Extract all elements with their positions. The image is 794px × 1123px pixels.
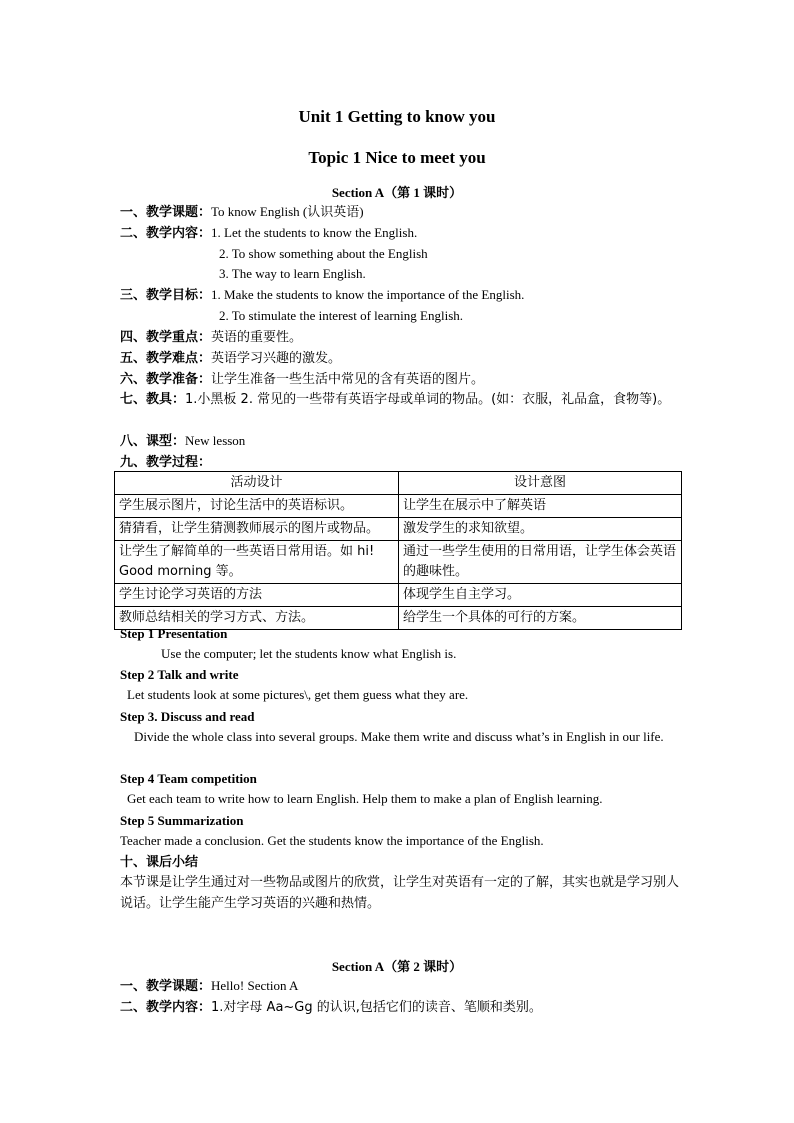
table-row: [115, 541, 682, 584]
table-cell-activity: 学生讨论学习英语的方法: [115, 584, 399, 607]
teaching-tools-value: 1.小黑板 2. 常见的一些带有英语字母或单词的物品。(如：衣服，礼品盒，食物等)。: [185, 392, 671, 407]
teaching-tools-line: [120, 389, 685, 410]
table-cell-activity: 学生展示图片，讨论生活中的英语标识。: [115, 495, 399, 518]
topic-title: Topic 1 Nice to meet you: [308, 148, 486, 167]
table-cell-intent: 激发学生的求知欲望。: [399, 518, 682, 541]
step-4-title: Step 4 Team competition: [120, 771, 257, 786]
process-line: [120, 452, 685, 473]
table-row: [115, 495, 682, 518]
step-2-text: Let students look at some pictures\, get them guess what they are.: [127, 687, 469, 702]
lesson-type-value: New lesson: [185, 433, 246, 448]
difficulty-line: [120, 348, 685, 369]
section-2-topic-value: Hello! Section A: [211, 978, 299, 993]
table-row: [115, 584, 682, 607]
teaching-goal-line: [120, 285, 685, 306]
step-1-title: Step 1 Presentation: [120, 626, 228, 641]
teaching-content-item-3: 3. The way to learn English.: [219, 266, 366, 281]
preparation-label: 六、教学准备：: [120, 372, 212, 387]
teaching-content-line: [120, 223, 685, 244]
table-header-intent: 设计意图: [399, 472, 682, 495]
section-2-topic-line: [120, 976, 685, 997]
table-row: [115, 518, 682, 541]
preparation-line: [120, 369, 685, 390]
step-5-text: Teacher made a conclusion. Get the students know the importance of the English.: [120, 833, 544, 848]
summary-text: 本节课是让学生通过对一些物品或图片的欣赏，让学生对英语有一定的了解，其实也就是学习别人说话。让学生能产生学习英语的兴趣和热情。: [120, 875, 680, 911]
section-2-content-line: [120, 997, 685, 1018]
step-3-title: Step 3. Discuss and read: [120, 709, 255, 724]
key-point-label: 四、教学重点：: [120, 330, 212, 345]
teaching-topic-line: [120, 202, 685, 223]
key-point-value: 英语的重要性。: [211, 330, 303, 345]
section-2-topic-label: 一、教学课题：: [120, 979, 212, 994]
table-cell-activity: 教师总结相关的学习方式、方法。: [115, 607, 399, 630]
teaching-content-label: 二、教学内容：: [120, 226, 212, 241]
summary-line: [120, 852, 685, 873]
teaching-process-table: [114, 471, 682, 630]
step-5-title: Step 5 Summarization: [120, 813, 244, 828]
key-point-line: [120, 327, 685, 348]
lesson-type-line: [120, 431, 685, 452]
difficulty-value: 英语学习兴趣的激发。: [211, 351, 342, 366]
section-2-content-label: 二、教学内容：: [120, 1000, 212, 1015]
unit-title: Unit 1 Getting to know you: [298, 107, 496, 126]
table-header-activity: 活动设计: [115, 472, 399, 495]
table-cell-activity: 让学生了解简单的一些英语日常用语。如 hi! Good morning 等。: [115, 541, 399, 584]
preparation-value: 让学生准备一些生活中常见的含有英语的图片。: [211, 372, 485, 387]
teaching-goal-item-1: 1. Make the students to know the importance of the English.: [211, 287, 525, 302]
teaching-goal-label: 三、教学目标：: [120, 288, 212, 303]
step-3-text: Divide the whole class into several groups. Make them write and discuss what’s in English in our life.: [134, 729, 664, 744]
table-cell-intent: 体现学生自主学习。: [399, 584, 682, 607]
step-2-title: Step 2 Talk and write: [120, 667, 239, 682]
table-header-row: [115, 472, 682, 495]
teaching-content-item-1: 1. Let the students to know the English.: [211, 225, 418, 240]
lesson-type-label: 八、课型：: [120, 434, 186, 449]
table-cell-intent: 让学生在展示中了解英语: [399, 495, 682, 518]
step-4-text: Get each team to write how to learn English. Help them to make a plan of English learning.: [127, 791, 603, 806]
difficulty-label: 五、教学难点：: [120, 351, 212, 366]
teaching-topic-value: To know English (认识英语): [211, 204, 364, 219]
teaching-content-item-2: 2. To show something about the English: [219, 246, 428, 261]
table-cell-intent: 给学生一个具体的可行的方案。: [399, 607, 682, 630]
section-1-heading: Section A（第 1 课时）: [331, 185, 463, 200]
section-2-content-value: 1.对字母 Aa~Gg 的认识,包括它们的读音、笔顺和类别。: [211, 1000, 542, 1015]
teaching-topic-label: 一、教学课题：: [120, 205, 212, 220]
table-cell-intent: 通过一些学生使用的日常用语，让学生体会英语的趣味性。: [399, 541, 682, 584]
section-2-heading: Section A（第 2 课时）: [331, 959, 463, 974]
teaching-goal-item-2: 2. To stimulate the interest of learning English.: [219, 308, 463, 323]
summary-label: 十、课后小结: [120, 855, 199, 870]
teaching-tools-label: 七、教具：: [120, 392, 186, 407]
process-label: 九、教学过程：: [120, 455, 212, 470]
table-cell-activity: 猜猜看，让学生猜测教师展示的图片或物品。: [115, 518, 399, 541]
step-1-text: Use the computer; let the students know what English is.: [161, 646, 457, 661]
